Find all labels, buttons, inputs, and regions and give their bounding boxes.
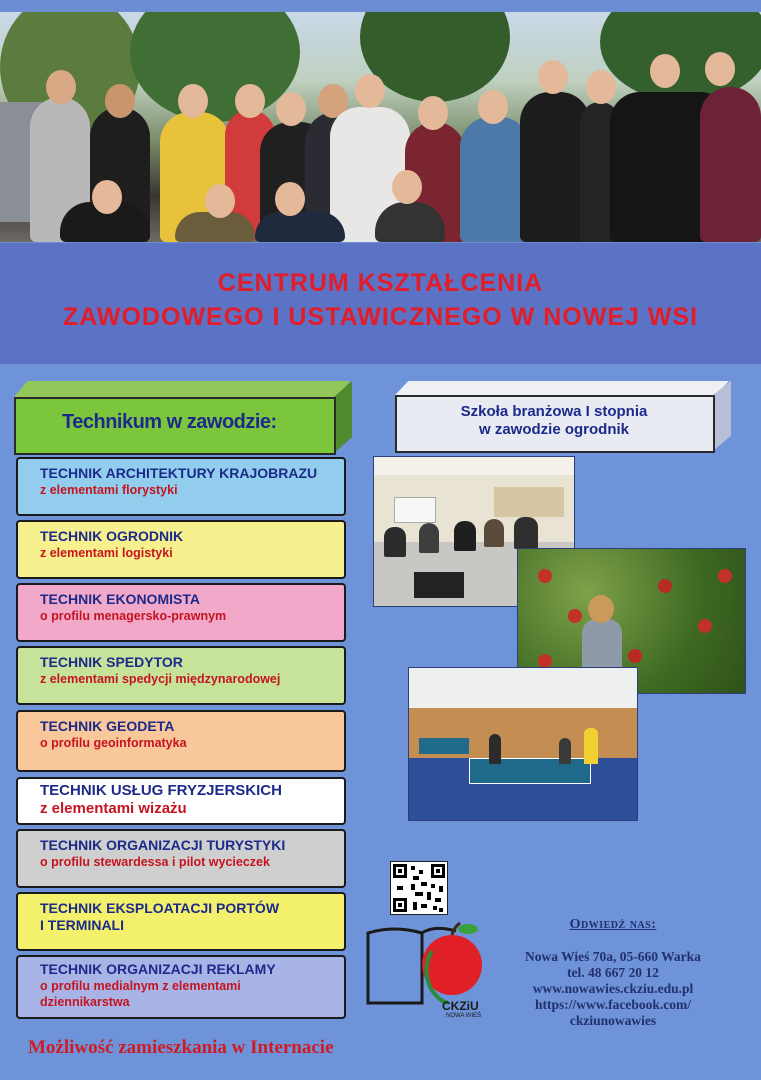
branzowa-line-2: w zawodzie ogrodnik (478, 421, 629, 438)
logo-subname: NOWA WIEŚ (446, 1013, 482, 1019)
contact-website-link[interactable]: www.nowawies.ckziu.edu.pl (532, 981, 694, 996)
profession-item (16, 955, 346, 1019)
profession-title: TECHNIK EKSPLOATACJI PORTÓW (40, 900, 280, 916)
profession-item (16, 646, 346, 705)
profession-title: TECHNIK EKONOMISTA (40, 591, 200, 607)
qr-code[interactable] (390, 861, 448, 915)
profession-subtitle: o profilu geoinformatyka (40, 736, 187, 750)
profession-item (16, 457, 346, 516)
ckziu-logo (364, 921, 494, 1021)
profession-subtitle: z elementami logistyki (40, 546, 173, 560)
footer-note: Możliwość zamieszkania w Internacie (28, 1037, 334, 1058)
profession-item (16, 520, 346, 579)
contact-address: Nowa Wieś 70a, 05-660 Warka (525, 949, 701, 964)
page-title-line-2: ZAWODOWEGO I USTAWICZNEGO W NOWEJ WSI (62, 303, 699, 331)
page-title-line-1: CENTRUM KSZTAŁCENIA (217, 269, 544, 297)
contact-facebook-link[interactable]: https://www.facebook.com/ (535, 997, 691, 1012)
profession-title: TECHNIK SPEDYTOR (40, 654, 183, 670)
contact-heading: Odwiedź nas: (569, 917, 657, 932)
profession-item (16, 829, 346, 888)
profession-item (16, 892, 346, 951)
group-photo (0, 12, 761, 242)
contact-phone: tel. 48 667 20 12 (567, 965, 659, 980)
table-tennis-photo (408, 667, 638, 821)
qr-code-icon (391, 862, 447, 914)
technikum-heading: Technikum w zawodzie: (62, 411, 277, 433)
profession-subtitle: o profilu menagersko-prawnym (40, 609, 227, 623)
title-band (0, 243, 761, 364)
branzowa-box (395, 381, 735, 453)
profession-title: TECHNIK OGRODNIK (40, 528, 184, 544)
profession-subtitle: o profilu medialnym z elementami dziennikarstwa (40, 979, 241, 1009)
profession-item (16, 777, 346, 825)
profession-title: TECHNIK GEODETA (40, 718, 175, 734)
profession-subtitle: z elementami wizażu (40, 800, 187, 817)
profession-item (16, 583, 346, 642)
logo-name: CKZiU (442, 999, 479, 1013)
profession-title: TECHNIK ORGANIZACJI REKLAMY (40, 961, 276, 977)
profession-title: TECHNIK ARCHITEKTURY KRAJOBRAZU (40, 465, 318, 481)
contact-block (500, 949, 726, 1029)
profession-title: TECHNIK USŁUG FRYZJERSKICH (40, 782, 282, 799)
profession-subtitle: z elementami florystyki (40, 483, 178, 497)
profession-subtitle: I TERMINALI (40, 917, 124, 933)
profession-item (16, 710, 346, 772)
profession-subtitle: z elementami spedycji międzynarodowej (40, 672, 281, 686)
branzowa-line-1: Szkoła branżowa I stopnia (460, 403, 648, 420)
technikum-heading-box (14, 381, 354, 453)
profession-subtitle: o profilu stewardessa i pilot wycieczek (40, 855, 270, 869)
contact-facebook-handle[interactable]: ckziunowawies (569, 1013, 657, 1028)
profession-title: TECHNIK ORGANIZACJI TURYSTYKI (40, 837, 286, 853)
